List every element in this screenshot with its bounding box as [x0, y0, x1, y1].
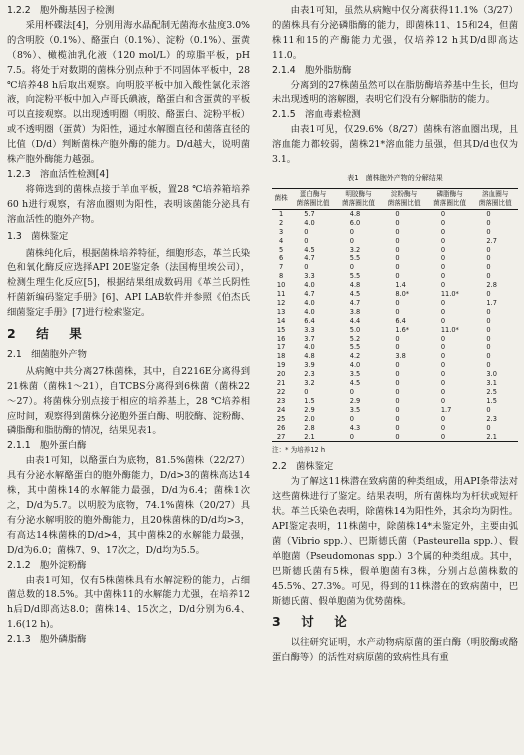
table-cell: 4.7 — [304, 290, 315, 299]
section-1-3-title: 1.3 菌株鉴定 — [7, 230, 69, 242]
table-cell: 0 — [381, 433, 427, 442]
table-cell: 0 — [440, 227, 446, 236]
section-1-2-3-title: 1.2.3 溶血活性检测[4] — [7, 168, 109, 180]
table-cell: 2.1 — [472, 433, 518, 442]
col-header: 蛋白酶与 菌落圈比值 — [290, 188, 336, 209]
table-cell: 0 — [486, 263, 491, 272]
section-1-2-3-text: 将筛选到的菌株点接于羊血平板，置28 ℃培养箱培养60 h进行观察，有溶血圈则为阳性，表明该菌能分泌具有溶血活性的胞外产物。 — [7, 183, 250, 225]
table-cell: 0 — [304, 236, 309, 245]
table-cell: 0 — [440, 218, 446, 227]
table-cell: 0 — [440, 272, 446, 281]
table-note: 注：* 为培养12 h — [272, 446, 326, 455]
table-cell: 3.5 — [349, 405, 361, 414]
table-cell: 4.8 — [349, 209, 361, 218]
table-row — [272, 343, 518, 352]
col-header: 溶血圈与 菌落圈比值 — [472, 188, 518, 209]
table-cell: 23 — [276, 396, 286, 405]
table-cell: 3.8 — [395, 352, 406, 361]
table-cell: 0 — [349, 414, 354, 423]
table-row — [272, 272, 518, 281]
left-column — [7, 4, 250, 648]
table-cell: 2.0 — [304, 414, 315, 423]
table-cell: 0 — [440, 379, 446, 388]
table-cell: 0 — [440, 316, 446, 325]
table-cell: 18 — [276, 352, 286, 361]
table-cell: 0 — [486, 218, 491, 227]
table-cell: 4.5 — [349, 379, 361, 388]
col-header: 菌株 — [272, 188, 290, 209]
table-cell: 0 — [440, 334, 446, 343]
table-body — [272, 209, 518, 442]
table-cell: 2.8 — [304, 423, 315, 432]
table-cell: 4.0 — [304, 307, 315, 316]
table-cell: 17 — [276, 343, 286, 352]
table-cell: 0 — [486, 209, 491, 218]
table-cell: 3.2 — [349, 245, 361, 254]
table-row — [272, 433, 518, 442]
table-row — [272, 326, 518, 335]
table-cell: 2.7 — [486, 236, 497, 245]
table-row — [272, 209, 518, 218]
table-cell: 4.5 — [304, 245, 315, 254]
table-cell: 15 — [276, 325, 286, 334]
table-cell: 11.0* — [440, 290, 459, 299]
table-row — [272, 228, 518, 237]
table-cell: 1.4 — [395, 281, 406, 290]
table-row — [272, 246, 518, 255]
table-row — [272, 397, 518, 406]
section-2-1-text: 从病鲍中共分离27株菌株，其中，自2216E分离得到21株菌（菌株1～21），自TCBS分离得到6株菌（菌株22～27）。将菌株分别点接于相应的培养基上，28 ℃培养相应时间，观察得到菌株分泌胞外蛋白酶、明胶酶、淀粉酶、磷脂酶和脂肪酶的情况，结果见表1。 — [7, 365, 250, 437]
table-cell: 0 — [486, 254, 491, 263]
table-cell: 6.4 — [395, 316, 406, 325]
table-cell: 0 — [395, 218, 400, 227]
table-cell: 0 — [486, 272, 491, 281]
table-cell: 0 — [486, 245, 491, 254]
table-cell: 0 — [395, 263, 400, 272]
section-3-text: 以往研究证明，水产动物病原菌的蛋白酶（明胶酶或酪蛋白酶等）的活性对病原菌的致病性具有重 — [272, 637, 518, 664]
table-cell: 5.7 — [304, 209, 315, 218]
table-row — [272, 290, 518, 299]
table-cell: 0 — [395, 245, 400, 254]
table-cell: 0 — [395, 307, 400, 316]
section-2-1-1-title: 2.1.1 胞外蛋白酶 — [7, 440, 87, 452]
table-cell: 10 — [276, 281, 286, 290]
section-1-3-text: 菌株纯化后，根据菌株培养特征，细胞形态，革兰氏染色和氧化酶反应选择API 20E鉴定条（法国梅里埃公司），检测生理生化反应[5]，根据结果组成数码用《革兰氏阴性杆菌新编码鉴定手册》[6]、API LAB软件并参照《伯杰氏细菌鉴定手册》[7]进行检索鉴定。 — [7, 247, 250, 319]
section-2-1-5-title: 2.1.5 溶血毒素检测 — [272, 109, 361, 121]
table-cell: 21 — [276, 379, 286, 388]
table-cell: 6 — [279, 254, 284, 263]
table-cell: 5.5 — [349, 254, 361, 263]
table-row — [272, 219, 518, 228]
table-cell: 4.0 — [349, 361, 361, 370]
table-cell: 2.5 — [486, 388, 497, 396]
table-cell: 0 — [395, 388, 400, 396]
table-cell: 25 — [276, 414, 286, 423]
table-cell: 0 — [440, 423, 446, 432]
table-cell: 3.0 — [486, 370, 497, 379]
table-cell: 0 — [395, 414, 400, 423]
table-cell: 1.5 — [486, 396, 497, 405]
table-row — [272, 237, 518, 246]
table-cell: 4 — [279, 236, 284, 245]
table-cell: 0 — [486, 361, 491, 370]
table-cell: 14 — [276, 316, 286, 325]
table-row — [272, 388, 518, 397]
table-cell: 13 — [276, 307, 286, 316]
table-cell: 0 — [440, 281, 446, 290]
table-cell: 2.3 — [304, 370, 315, 379]
table-cell: 0 — [486, 290, 491, 299]
section-2-title: 2 结 果 — [7, 326, 86, 342]
section-2-1-3-title: 2.1.3 胞外磷脂酶 — [7, 634, 87, 646]
results-table — [272, 188, 518, 443]
table-cell: 7 — [279, 263, 284, 272]
table-cell: 0 — [395, 370, 400, 379]
table-cell: 0 — [395, 209, 400, 218]
table-cell: 0 — [486, 343, 491, 352]
table-cell: 4.8 — [304, 352, 315, 361]
table-cell: 0 — [440, 370, 446, 379]
table-cell: 1.7 — [486, 298, 497, 307]
table-row — [272, 361, 518, 370]
table-cell: 0 — [486, 352, 491, 361]
table-cell: 4.0 — [304, 298, 315, 307]
table-cell: 0 — [395, 343, 400, 352]
table-cell: 4.7 — [349, 298, 361, 307]
section-2-2-text: 为了解这11株潜在致病菌的种类组成，用API条带法对这些菌株进行了鉴定。结果表明，所有菌株均为杆状或短杆状。革兰氏染色表明，除菌株14为阳性外，其余均为阴性。API鉴定表明，11株菌中，除菌株14*未鉴定外，主要由弧菌（Vibrio spp.）、巴斯德氏菌（Pasteurella spp.）、假单胞菌（Pseudomonas spp.）3个属的种类组成。其中，巴斯德氏菌有5株，假单胞菌有3株，分别占总菌株数的45.5%、27.3%。可见，得到的11株潜在的致病菌中，巴斯德氏菌、假单胞菌为优势菌株。 — [272, 476, 518, 607]
table-cell: 3.3 — [304, 325, 315, 334]
table-cell: 0 — [440, 263, 446, 272]
table-cell: 0 — [336, 433, 382, 442]
table-cell: 0 — [349, 236, 354, 245]
table-cell: 4.8 — [349, 281, 361, 290]
table-cell: 11 — [276, 290, 286, 299]
section-2-1-3-text: 由表1可知，虽然从病鲍中仅分离获得11.1%（3/27）的菌株具有分泌磷脂酶的能力，即菌株11、15和24，但菌株11和15的产酶能力尤强，仅培养12 h其D/d即高达11.0。 — [272, 5, 518, 61]
table-cell: 22 — [276, 388, 286, 396]
table-cell: 8 — [279, 272, 284, 281]
section-3-title: 3 讨 论 — [272, 614, 351, 630]
table-cell: 4.3 — [349, 423, 361, 432]
table-row — [272, 299, 518, 308]
table-cell: 0 — [440, 352, 446, 361]
table-cell: 0 — [486, 227, 491, 236]
table-cell: 4.0 — [304, 281, 315, 290]
table-cell: 12 — [276, 298, 286, 307]
table-cell: 0 — [395, 227, 400, 236]
table-cell: 0 — [395, 298, 400, 307]
table-cell: 0 — [395, 334, 400, 343]
table-cell: 0 — [304, 263, 309, 272]
table-cell: 20 — [276, 370, 286, 379]
table-cell: 0 — [395, 361, 400, 370]
table-row — [272, 352, 518, 361]
table-cell: 0 — [395, 272, 400, 281]
table-row — [272, 379, 518, 388]
table-cell: 0 — [304, 227, 309, 236]
section-2-1-1-text: 由表1可知，以酪蛋白为底物，81.5%菌株（22/27）具有分泌水解酪蛋白的胞外酶能力，D/d>3的菌株高达14株，其中菌株14的水解能力最强，D/d为6.4；菌株1次之，D/d为5.7。以明胶为底物，74.1%菌株（20/27）具有分泌水解明胶的胞外酶能力，且20株菌株的D/d均>3，有高达14株菌株的D/d>4，其中菌株2的水解能力最强，D/d为6.0；菌株7、9、17次之，D/d均为5.5。 — [7, 455, 250, 556]
table-cell: 5.2 — [349, 334, 361, 343]
table-cell: 5.5 — [349, 343, 361, 352]
table-cell: 6.0 — [349, 218, 361, 227]
table-cell: 0 — [440, 307, 446, 316]
table-row — [272, 263, 518, 272]
table-cell: 1.7 — [440, 405, 452, 414]
table-row — [272, 317, 518, 326]
table-cell: 2.9 — [304, 405, 315, 414]
table-cell: 0 — [486, 307, 491, 316]
table-cell: 0 — [349, 263, 354, 272]
table-cell: 0 — [304, 388, 309, 396]
section-2-1-5-text: 由表1可见，仅29.6%（8/27）菌株有溶血圈出现，且溶血能力都较弱，菌株21*溶血能力虽强，但其D/d也仅为3.1。 — [272, 124, 518, 166]
table-cell: 3.9 — [304, 361, 315, 370]
table-cell: 0 — [440, 236, 446, 245]
table-cell: 26 — [276, 423, 286, 432]
table-row — [272, 308, 518, 317]
table-cell: 3.7 — [304, 334, 315, 343]
table-cell: 4.2 — [349, 352, 361, 361]
table-cell: 1 — [279, 209, 284, 218]
col-header: 磷脂酶与 菌落圈比值 — [427, 188, 473, 209]
table-cell: 27 — [272, 433, 290, 442]
table-row — [272, 370, 518, 379]
table-header — [272, 188, 518, 209]
table-cell: 2 — [279, 218, 284, 227]
table-cell: 4.0 — [304, 343, 315, 352]
table-cell: 1.5 — [304, 396, 315, 405]
table-cell: 0 — [440, 245, 446, 254]
table-cell: 0 — [395, 423, 400, 432]
table-cell: 2.1 — [290, 433, 336, 442]
section-1-2-2-title: 1.2.2 胞外酶基因子检测 — [7, 5, 115, 16]
table-cell: 0 — [440, 254, 446, 263]
table-cell: 3 — [279, 227, 284, 236]
table-cell: 0 — [486, 334, 491, 343]
table-cell: 4.5 — [349, 290, 361, 299]
table-cell: 3.1 — [486, 379, 497, 388]
table-cell: 0 — [395, 254, 400, 263]
section-2-1-2-text: 由表1可知，仅有5株菌株具有水解淀粉的能力，占细菌总数的18.5%。其中菌株11的水解能力尤强，在培养12 h后D/d即高达8.0；菌株14、15次之，D/d分别为6.4、1.6(12 h)。 — [7, 574, 250, 631]
table-cell: 11.0* — [440, 325, 459, 334]
table-cell: 0 — [427, 433, 473, 442]
table-cell: 0 — [486, 405, 491, 414]
table-cell: 24 — [276, 405, 286, 414]
table-cell: 0 — [440, 361, 446, 370]
table-cell: 0 — [440, 209, 446, 218]
table-cell: 0 — [486, 325, 491, 334]
table-cell: 6.4 — [304, 316, 315, 325]
table-row — [272, 406, 518, 415]
table-cell: 5 — [279, 245, 284, 254]
table-cell: 5.5 — [349, 272, 361, 281]
table-cell: 2.9 — [349, 396, 361, 405]
section-2-1-title: 2.1 细菌胞外产物 — [7, 348, 87, 360]
table-cell: 0 — [395, 396, 400, 405]
col-header: 明胶酶与 菌落圈比值 — [336, 188, 382, 209]
table-cell: 0 — [440, 414, 446, 423]
table-cell: 0 — [395, 405, 400, 414]
table-cell: 0 — [440, 298, 446, 307]
table-cell: 0 — [440, 343, 446, 352]
table-cell: 4.0 — [304, 218, 315, 227]
section-1-2-2-text: 采用杯碟法[4]，分别用海水晶配制无菌海水盐度3.0%的含明胶（0.1%）、酪蛋白（0.1%）、淀粉（0.1%）、蛋黄（8%）、橄榄油乳化液（120 mol/L）的琼脂平板，pH 7.5。将处于对数期的菌株分别点种于不同固体平板中，28 ℃培养48 h后取出观察。向明胶平板中加入酸性氯化汞溶液，向淀粉平板中加入卢哥氏碘液，酪蛋白和含蛋黄的平板可以直接观察。以出现透明圈（明胶、酪蛋白、淀粉平板）或不透明圈（蛋黄）为阳性，通过水解圈直径和菌落直径的比值（D/d）判断菌株产胞外酶的能力。D/d越大，说明菌株产胞外酶能力越强。 — [7, 19, 250, 166]
table-cell: 0 — [395, 236, 400, 245]
table-cell: 2.8 — [486, 281, 497, 290]
table-cell: 0 — [349, 227, 354, 236]
section-2-2-title: 2.2 菌株鉴定 — [272, 461, 334, 473]
col-header: 淀粉酶与 菌落圈比值 — [381, 188, 427, 209]
table-cell: 2.3 — [486, 414, 497, 423]
table-cell: 0 — [486, 423, 491, 432]
table-cell: 8.0* — [395, 290, 410, 299]
table-cell: 3.5 — [349, 370, 361, 379]
table-cell: 16 — [276, 334, 286, 343]
table-cell: 0 — [440, 396, 446, 405]
table-cell: 4.7 — [304, 254, 315, 263]
table-cell: 0 — [349, 388, 354, 396]
table-cell: 3.3 — [304, 272, 315, 281]
table-cell: 0 — [395, 379, 400, 388]
table-row — [272, 281, 518, 290]
table-cell: 0 — [486, 316, 491, 325]
table-row — [272, 254, 518, 263]
section-2-1-2-title: 2.1.2 胞外淀粉酶 — [7, 559, 87, 571]
table-cell: 1.6* — [395, 325, 410, 334]
table-row — [272, 424, 518, 433]
table-cell: 5.0 — [349, 325, 361, 334]
table-cell: 0 — [440, 388, 446, 396]
table-row — [272, 415, 518, 424]
right-column — [272, 4, 518, 666]
table-cell: 3.8 — [349, 307, 361, 316]
table-cell: 19 — [276, 361, 286, 370]
section-2-1-4-title: 2.1.4 胞外脂肪酶 — [272, 64, 352, 76]
table-cell: 4.4 — [349, 316, 361, 325]
table-row — [272, 335, 518, 344]
section-2-1-4-text: 分离到的27株菌虽然可以在脂肪酶培养基中生长，但均未出现透明的溶解圈，表明它们没有分解脂肪的能力。 — [272, 79, 518, 106]
table-cell: 3.2 — [304, 379, 315, 388]
table-caption: 表1 菌株胞外产物的分解结果 — [347, 173, 443, 182]
